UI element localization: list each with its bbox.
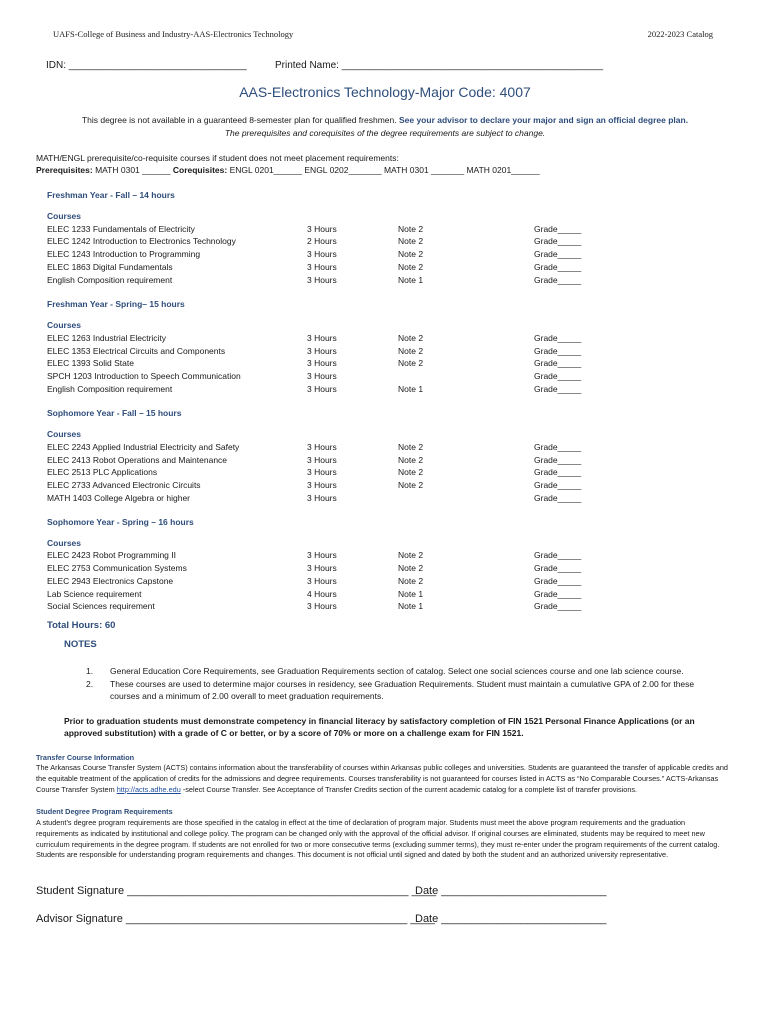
course-name: English Composition requirement (47, 275, 173, 285)
course-note: Note 2 (398, 358, 424, 368)
course-note: Note 2 (398, 346, 424, 356)
degree-requirements-heading: Student Degree Program Requirements (36, 807, 173, 816)
course-row (0, 371, 770, 383)
course-name: ELEC 2513 PLC Applications (47, 467, 158, 477)
course-hours: 3 Hours (307, 455, 337, 465)
section-title-sophomore-spring: Sophomore Year - Spring – 16 hours (47, 517, 194, 527)
course-row (0, 249, 770, 261)
course-row (0, 467, 770, 479)
course-row (0, 563, 770, 575)
advisor-date-field[interactable]: Date ___________________________ (415, 913, 607, 925)
course-grade-field[interactable]: Grade_____ (534, 249, 582, 259)
course-name: ELEC 1863 Digital Fundamentals (47, 262, 173, 272)
course-hours: 3 Hours (307, 371, 337, 381)
course-hours: 3 Hours (307, 480, 337, 490)
prereq-value: MATH 0301 ______ (92, 165, 173, 175)
course-note: Note 2 (398, 550, 424, 560)
transfer-text-after: -select Course Transfer. See Acceptance of Transfer Credits section of the current academic catalog for a complete list of transfer provisions. (180, 784, 638, 794)
course-hours: 2 Hours (307, 236, 337, 246)
degree-requirements-text: A student’s degree program requirements are those specified in the catalog in effect at the time of declaration of program major. Students must meet the above program requirements and the graduation requirements as indicated by institutional and college policy. The program can be changed only with the approval of the official advisor. If original courses are eliminated, students may be required to meet new curriculum requirements in the degree program. If students are not enrolled for two or more consecutive terms (excluding summer terms), they must re-enter under the program requirements of the current catalog. Students are responsible for understanding program requirements and changes. This document is not official until signed and dated by both the student and an authorized university representative. (36, 818, 720, 860)
course-hours: 3 Hours (307, 550, 337, 560)
course-hours: 3 Hours (307, 346, 337, 356)
course-name: ELEC 2943 Electronics Capstone (47, 576, 174, 586)
note-number: 1. (86, 666, 94, 676)
idn-field[interactable]: IDN: ________________________________ (46, 60, 247, 71)
course-note: Note 1 (398, 275, 424, 285)
course-note: Note 2 (398, 224, 424, 234)
course-name: Lab Science requirement (47, 589, 142, 599)
note-number: 2. (86, 679, 94, 689)
course-name: Social Sciences requirement (47, 601, 155, 611)
course-row (0, 455, 770, 467)
courses-label: Courses (47, 429, 82, 439)
course-grade-field[interactable]: Grade_____ (534, 333, 582, 343)
course-grade-field[interactable]: Grade_____ (534, 601, 582, 611)
section-title-freshman-fall: Freshman Year - Fall – 14 hours (47, 190, 175, 200)
courses-label: Courses (47, 211, 82, 221)
course-name: ELEC 1263 Industrial Electricity (47, 333, 167, 343)
course-note: Note 2 (398, 467, 424, 477)
intro-plain: This degree is not available in a guaranteed 8-semester plan for qualified freshmen. (81, 115, 399, 125)
course-name: ELEC 1243 Introduction to Programming (47, 249, 201, 259)
transfer-heading: Transfer Course Information (36, 753, 135, 762)
notes-heading: NOTES (64, 639, 97, 650)
courses-label: Courses (47, 320, 82, 330)
course-note: Note 2 (398, 262, 424, 272)
document-header-left: UAFS-College of Business and Industry-AAS-Electronics Technology (53, 29, 294, 39)
course-row (0, 589, 770, 601)
course-note: Note 2 (398, 442, 424, 452)
course-name: ELEC 1393 Solid State (47, 358, 134, 368)
course-grade-field[interactable]: Grade_____ (534, 550, 582, 560)
course-grade-field[interactable]: Grade_____ (534, 589, 582, 599)
course-grade-field[interactable]: Grade_____ (534, 236, 582, 246)
course-note: Note 2 (398, 576, 424, 586)
prereq-line (36, 165, 540, 175)
acts-link[interactable]: http://acts.adhe.edu (116, 784, 181, 794)
course-note: Note 1 (398, 601, 424, 611)
catalog-year: 2022-2023 Catalog (647, 29, 713, 39)
course-note: Note 2 (398, 563, 424, 573)
total-hours: Total Hours: 60 (47, 620, 116, 631)
course-hours: 3 Hours (307, 467, 337, 477)
course-row (0, 480, 770, 492)
course-grade-field[interactable]: Grade_____ (534, 455, 582, 465)
course-name: MATH 1403 College Algebra or higher (47, 493, 191, 503)
course-grade-field[interactable]: Grade_____ (534, 371, 582, 381)
course-name: ELEC 2423 Robot Programming II (47, 550, 176, 560)
coreq-value: ENGL 0201______ ENGL 0202_______ MATH 0301 _______ MATH 0201______ (227, 165, 540, 175)
course-name: English Composition requirement (47, 384, 173, 394)
transfer-text (36, 763, 728, 795)
course-grade-field[interactable]: Grade_____ (534, 442, 582, 452)
intro-advisor-note: See your advisor to declare your major and sign an official degree plan. (398, 115, 689, 125)
printed-name-field[interactable]: Printed Name: _______________________________________________ (275, 60, 604, 71)
prereq-label: Prerequisites: (36, 165, 93, 175)
course-hours: 3 Hours (307, 224, 337, 234)
intro-text (0, 115, 770, 125)
course-row (0, 550, 770, 562)
coreq-label: Corequisites: (172, 165, 228, 175)
course-row (0, 358, 770, 370)
course-name: ELEC 2413 Robot Operations and Maintenance (47, 455, 228, 465)
course-grade-field[interactable]: Grade_____ (534, 384, 582, 394)
prereq-description: MATH/ENGL prerequisite/co-requisite courses if student does not meet placement requirements: (36, 153, 399, 163)
course-hours: 3 Hours (307, 249, 337, 259)
course-name: ELEC 2753 Communication Systems (47, 563, 187, 573)
note-text: These courses are used to determine major courses in residency, see Graduation Requirements. Student must maintain a cumulative GPA of 2.00 for these courses and a minimum of 2.00 overall to meet graduation requirements. (110, 679, 695, 701)
course-name: SPCH 1203 Introduction to Speech Communication (47, 371, 241, 381)
course-name: ELEC 1353 Electrical Circuits and Components (47, 346, 226, 356)
course-note: Note 2 (398, 249, 424, 259)
courses-label: Courses (47, 538, 82, 548)
page-title: AAS-Electronics Technology-Major Code: 4007 (239, 84, 531, 100)
course-grade-field[interactable]: Grade_____ (534, 563, 582, 573)
intro-italic-note: The prerequisites and corequisites of the degree requirements are subject to change. (224, 128, 546, 138)
financial-literacy-requirement: Prior to graduation students must demonstrate competency in financial literacy by satisfactory completion of FIN 1521 Personal Finance Applications (or an approved substitution) with a grade of C or better, or by a score of 70% or more on a challenge exam for FIN 1521. (64, 716, 695, 738)
course-note: Note 1 (398, 384, 424, 394)
course-note: Note 2 (398, 333, 424, 343)
course-name: ELEC 2733 Advanced Electronic Circuits (47, 480, 201, 490)
course-name: ELEC 2243 Applied Industrial Electricity and Safety (47, 442, 240, 452)
student-signature-field[interactable]: Student Signature ______________________________________________ ____ (36, 885, 437, 897)
course-grade-field[interactable]: Grade_____ (534, 493, 582, 503)
course-row (0, 442, 770, 454)
course-hours: 3 Hours (307, 563, 337, 573)
course-row (0, 601, 770, 613)
course-row (0, 576, 770, 588)
course-hours: 3 Hours (307, 601, 337, 611)
course-grade-field[interactable]: Grade_____ (534, 480, 582, 490)
course-hours: 3 Hours (307, 576, 337, 586)
course-hours: 3 Hours (307, 358, 337, 368)
course-grade-field[interactable]: Grade_____ (534, 358, 582, 368)
course-grade-field[interactable]: Grade_____ (534, 346, 582, 356)
course-row (0, 224, 770, 236)
course-hours: 3 Hours (307, 493, 337, 503)
course-hours: 4 Hours (307, 589, 337, 599)
course-hours: 3 Hours (307, 333, 337, 343)
course-hours: 3 Hours (307, 262, 337, 272)
advisor-signature-field[interactable]: Advisor Signature ______________________________________________ ____ (36, 913, 435, 925)
section-title-freshman-spring: Freshman Year - Spring– 15 hours (47, 299, 185, 309)
course-hours: 3 Hours (307, 442, 337, 452)
course-hours: 3 Hours (307, 384, 337, 394)
course-name: ELEC 1233 Fundamentals of Electricity (47, 224, 195, 234)
course-row (0, 236, 770, 248)
course-note: Note 1 (398, 589, 424, 599)
student-date-field[interactable]: Date ___________________________ (415, 885, 607, 897)
course-name: ELEC 1242 Introduction to Electronics Technology (47, 236, 236, 246)
section-title-sophomore-fall: Sophomore Year - Fall – 15 hours (47, 408, 182, 418)
course-hours: 3 Hours (307, 275, 337, 285)
course-row (0, 346, 770, 358)
course-note: Note 2 (398, 455, 424, 465)
course-note: Note 2 (398, 480, 424, 490)
course-grade-field[interactable]: Grade_____ (534, 576, 582, 586)
course-grade-field[interactable]: Grade_____ (534, 275, 582, 285)
course-row (0, 262, 770, 274)
course-row (0, 384, 770, 396)
transfer-text-before: The Arkansas Course Transfer System (ACTS) contains information about the transferability of courses within Arkansas public colleges and universities. Students are guaranteed the transfer of applicable credits and the equitable treatment of the application of credits for the admissions and degree requirements. Courses transferability is not guaranteed for courses listed in ACTS as “No Comparable Courses.” ACTS-Arkansas Course Transfer System (36, 763, 728, 794)
note-text: General Education Core Requirements, see Graduation Requirements section of catalog. Select one social sciences course and one lab science course. (110, 666, 684, 676)
course-row (0, 333, 770, 345)
course-grade-field[interactable]: Grade_____ (534, 467, 582, 477)
course-row (0, 275, 770, 287)
course-note: Note 2 (398, 236, 424, 246)
course-grade-field[interactable]: Grade_____ (534, 262, 582, 272)
course-grade-field[interactable]: Grade_____ (534, 224, 582, 234)
course-row (0, 493, 770, 505)
